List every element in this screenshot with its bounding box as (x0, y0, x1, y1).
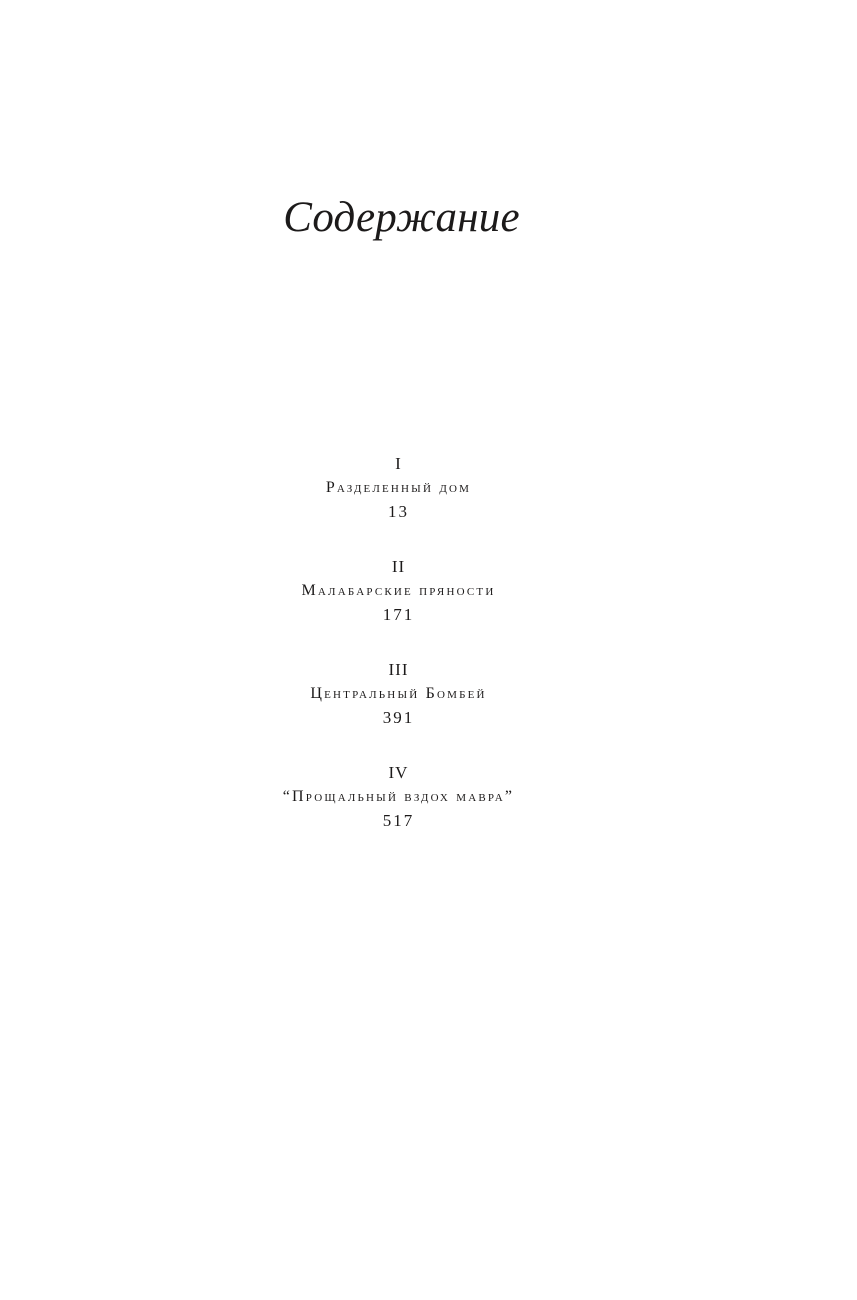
page-number: 517 (382, 811, 415, 830)
toc-entry-part-2[interactable] (0, 555, 797, 658)
page-number: 171 (382, 605, 415, 624)
part-title: Малабарские пряности (301, 582, 496, 599)
page-title: Содержание (283, 194, 520, 241)
part-title: “Прощальный вздох мавра” (282, 788, 515, 805)
table-of-contents (0, 452, 797, 864)
toc-entry-part-1[interactable] (0, 452, 797, 555)
page-number: 13 (388, 502, 409, 521)
toc-entry-part-3[interactable] (0, 658, 797, 761)
page-number: 391 (382, 708, 415, 727)
part-numeral: III (388, 660, 409, 679)
part-numeral: I (395, 454, 402, 473)
part-numeral: II (391, 557, 406, 576)
part-numeral: IV (388, 763, 409, 782)
part-title: Центральный Бомбей (310, 685, 487, 702)
toc-entry-part-4[interactable] (0, 761, 797, 864)
part-title: Разделенный дом (325, 479, 472, 496)
